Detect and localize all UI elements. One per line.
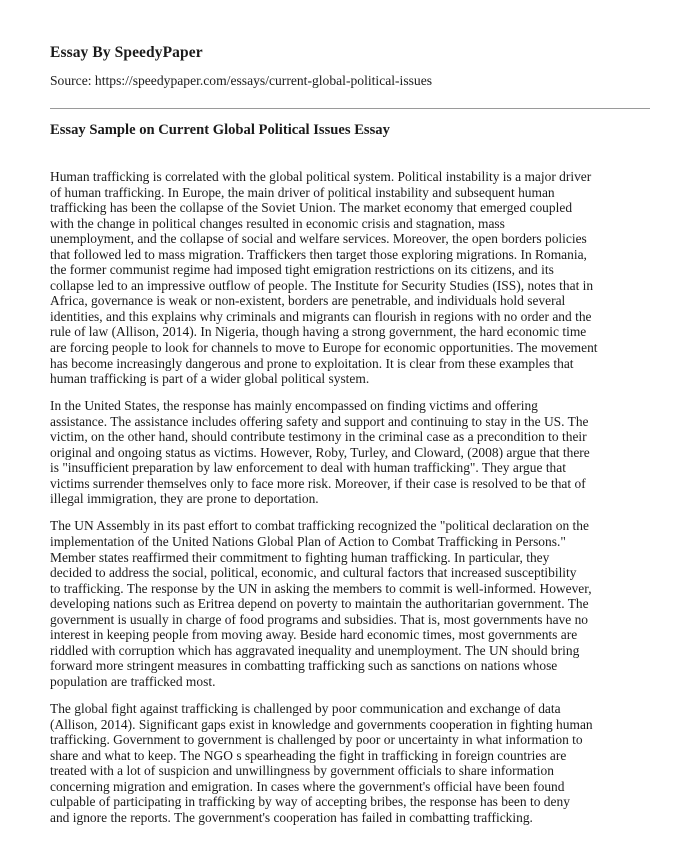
paragraph-line: Human trafficking is correlated with the global political system. Political instability is a major driver — [50, 169, 592, 184]
paragraph-line: government is usually in charge of food programs and subsidies. That is, most governments have no — [50, 611, 589, 627]
paragraph-line: The UN Assembly in its past effort to combat trafficking recognized the "political declaration on the — [50, 518, 589, 534]
paragraph-line: treated with a lot of suspicion and unwillingness by government officials to share information — [50, 763, 554, 779]
paragraph-line: collapse led to an impressive outflow of people. The Institute for Security Studies (ISS), notes that in — [50, 277, 594, 293]
source-line: Source: https://speedypaper.com/essays/current-global-political-issues — [50, 73, 433, 88]
essay-title: Essay Sample on Current Global Political Issues Essay — [50, 122, 390, 138]
paragraph-line: are forcing people to look for channels to move to Europe for economic opportunities. The movement — [50, 340, 598, 356]
paragraph-line: that followed led to mass migration. Traffickers then target those exploring migrations. In Romania, — [50, 246, 587, 262]
paragraph-line: has become increasingly dangerous and prone to exploitation. It is clear from these examples that — [50, 355, 574, 371]
paragraph — [50, 701, 654, 825]
paragraph-line: trafficking. Government to government is challenged by poor or uncertainty in what information to — [50, 732, 583, 748]
divider — [50, 108, 650, 109]
paragraph-line: riddled with corruption which has aggravated inequality and unemployment. The UN should bring — [50, 642, 580, 658]
paragraph-line: identities, and this explains why criminals and migrants can flourish in regions with no order and the — [50, 308, 592, 324]
paragraph-line: victims surrender themselves only to face more risk. Moreover, if their case is resolved to be that of — [50, 475, 586, 491]
brand-title: Essay By SpeedyPaper — [50, 44, 203, 61]
paragraph-line: is "insufficient preparation by law enforcement to deal with human trafficking". They argue that — [50, 460, 566, 476]
paragraph-line: trafficking has been the collapse of the Soviet Union. The market economy that emerged coupled — [50, 200, 573, 216]
paragraph-line: original and ongoing status as victims. However, Roby, Turley, and Cloward, (2008) argue that there — [50, 444, 590, 460]
paragraph-line: to trafficking. The response by the UN in asking the members to commit is well-informed. However, — [50, 580, 592, 596]
paragraph-line: developing nations such as Eritrea depend on poverty to maintain the authoritarian government. The — [50, 596, 589, 612]
paragraph-line: the former communist regime had imposed tight emigration restrictions on its citizens, and its — [50, 262, 554, 278]
essay-body — [50, 169, 654, 837]
paragraph-line: share and what to keep. The NGO s spearheading the fight in trafficking in foreign countries are — [50, 747, 567, 763]
paragraph-line: The global fight against trafficking is challenged by poor communication and exchange of data — [50, 701, 561, 716]
paragraph-line: human trafficking is part of a wider global political system. — [50, 371, 370, 387]
paragraph-line: and ignore the reports. The government's cooperation has failed in combatting trafficking. — [50, 809, 533, 825]
paragraph-line: Member states reaffirmed their commitment to fighting human trafficking. In particular, they — [50, 549, 550, 565]
paragraph-line: of human trafficking. In Europe, the main driver of political instability and subsequent human — [50, 184, 555, 200]
paragraph-line: assistance. The assistance includes offering safety and support and continuing to stay in the US. The — [50, 413, 589, 429]
paragraph — [50, 398, 654, 507]
paragraph-line: Africa, governance is weak or non-existent, borders are penetrable, and individuals hold several — [50, 293, 566, 309]
paragraph-line: concerning migration and emigration. In cases where the government's official have been found — [50, 778, 565, 794]
paragraph-line: victim, on the other hand, should contribute testimony in the criminal case as a precondition to their — [50, 429, 587, 445]
paragraph — [50, 518, 654, 689]
paragraph-line: decided to address the social, political, economic, and cultural factors that increased susceptibility — [50, 565, 577, 581]
paragraph-line: population are trafficked most. — [50, 673, 216, 689]
paragraph-line: In the United States, the response has mainly encompassed on finding victims and offering — [50, 398, 538, 414]
paragraph — [50, 169, 654, 387]
paragraph-line: interest in keeping people from moving away. Beside hard economic times, most governments are — [50, 627, 578, 643]
paragraph-line: implementation of the United Nations Global Plan of Action to Combat Trafficking in Persons." — [50, 534, 566, 550]
paragraph-line: (Allison, 2014). Significant gaps exist in knowledge and governments cooperation in fighting human — [50, 716, 593, 732]
paragraph-line: illegal immigration, they are prone to deportation. — [50, 491, 319, 507]
paragraph-line: forward more stringent measures in combatting trafficking such as sanctions on nations whose — [50, 658, 558, 674]
paragraph-line: rule of law (Allison, 2014). In Nigeria, though having a strong government, the hard economic time — [50, 324, 587, 340]
paragraph-line: culpable of participating in trafficking by way of accepting bribes, the response has been to deny — [50, 794, 570, 810]
paragraph-line: with the change in political changes resulted in economic crisis and stagnation, mass — [50, 215, 505, 231]
paragraph-line: unemployment, and the collapse of social and welfare services. Moreover, the open borders policies — [50, 231, 587, 247]
